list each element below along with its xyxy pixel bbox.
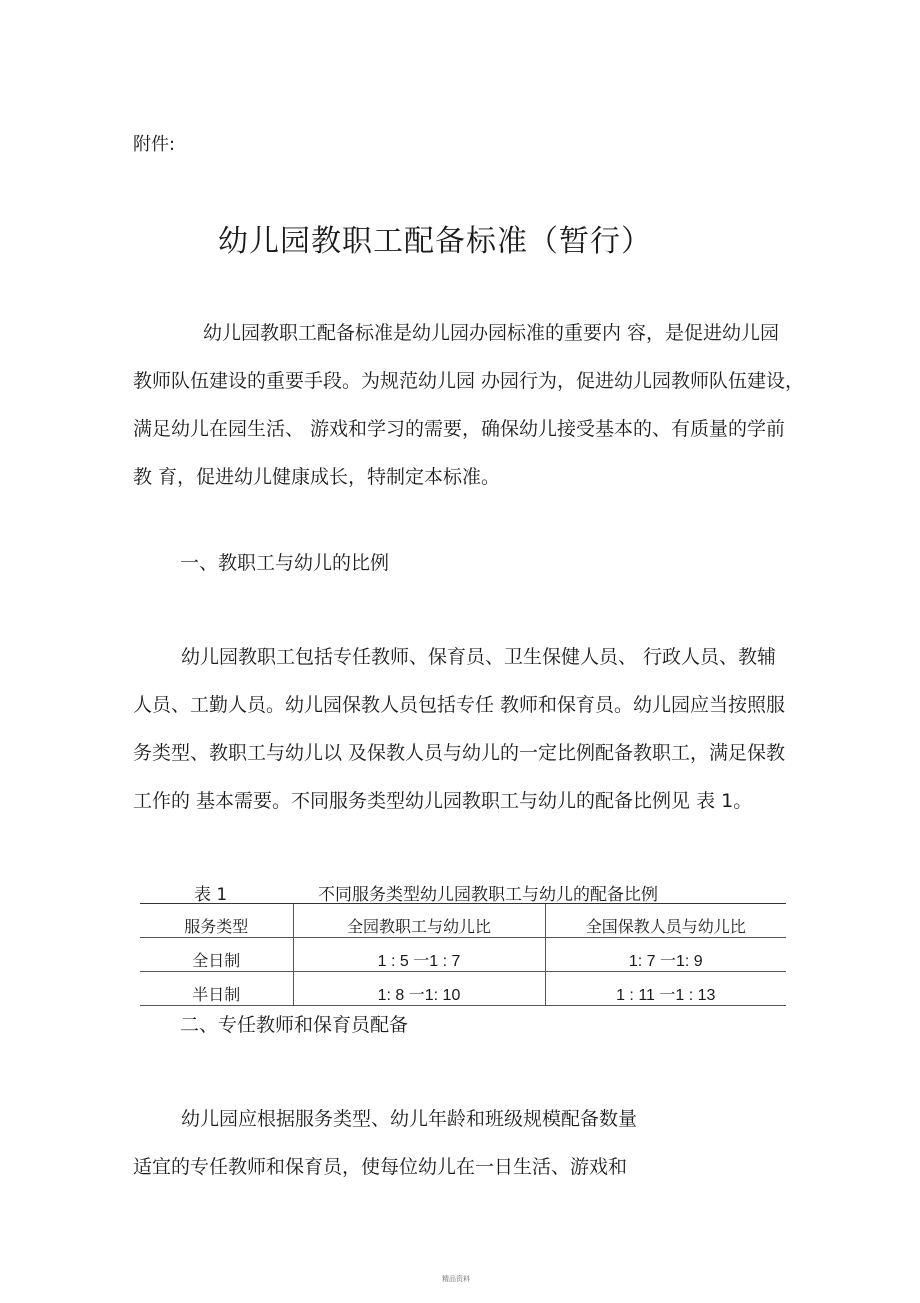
table-cell: 1 : 11 一1 : 13 (545, 972, 786, 1006)
table-cell: 1: 7 一1: 9 (545, 938, 786, 972)
table-header-cell: 服务类型 (140, 904, 293, 938)
intro-paragraph (133, 309, 813, 501)
table-caption-title: 不同服务类型幼儿园教职工与幼儿的配备比例 (318, 885, 658, 905)
page-footer: 精品资料 (442, 1275, 470, 1283)
text-line: 工作的 基本需要。不同服务类型幼儿园教职工与幼儿的配备比例见 表 1。 (133, 790, 753, 812)
table-row (140, 938, 786, 972)
table-row (140, 972, 786, 1006)
text-line: 务类型、教职工与幼儿以 及保教人员与幼儿的一定比例配备教职工，满足保教 (133, 742, 786, 764)
section1-paragraph (133, 633, 813, 825)
section-heading-2: 二、专任教师和保育员配备 (180, 1014, 409, 1036)
table-cell: 全日制 (140, 938, 293, 972)
table-header-cell: 全国保教人员与幼儿比 (545, 904, 786, 938)
section2-paragraph (133, 1095, 693, 1191)
text-line: 教师队伍建设的重要手段。为规范幼儿园 办园行为，促进幼儿园教师队伍建设， (133, 370, 805, 392)
section-heading-1: 一、教职工与幼儿的比例 (180, 552, 390, 574)
table-header-row (140, 904, 786, 938)
text-line: 满足幼儿在园生活、 游戏和学习的需要，确保幼儿接受基本的、有质量的学前 (133, 418, 786, 440)
table-header-cell: 全园教职工与幼儿比 (293, 904, 545, 938)
staff-ratio-table (140, 903, 786, 1006)
document-title: 幼儿园教职工配备标准（暂行） (218, 224, 652, 259)
text-line: 教 育，促进幼儿健康成长，特制定本标准。 (133, 466, 501, 488)
text-line: 适宜的专任教师和保育员，使每位幼儿在一日生活、游戏和 (133, 1156, 628, 1178)
table-cell: 1 : 5 一1 : 7 (293, 938, 545, 972)
table-cell: 1: 8 一1: 10 (293, 972, 545, 1006)
table-cell: 半日制 (140, 972, 293, 1006)
text-line: 幼儿园教职工包括专任教师、保育员、卫生保健人员、 行政人员、教辅 (181, 646, 777, 668)
table-caption-number: 表 1 (194, 885, 228, 905)
text-line: 幼儿园教职工配备标准是幼儿园办园标准的重要内 容，是促进幼儿园 (203, 322, 780, 344)
attachment-label: 附件: (133, 134, 176, 155)
text-line: 人员、工勤人员。幼儿园保教人员包括专任 教师和保育员。幼儿园应当按照服 (133, 694, 786, 716)
text-line: 幼儿园应根据服务类型、幼儿年龄和班级规模配备数量 (181, 1108, 638, 1130)
